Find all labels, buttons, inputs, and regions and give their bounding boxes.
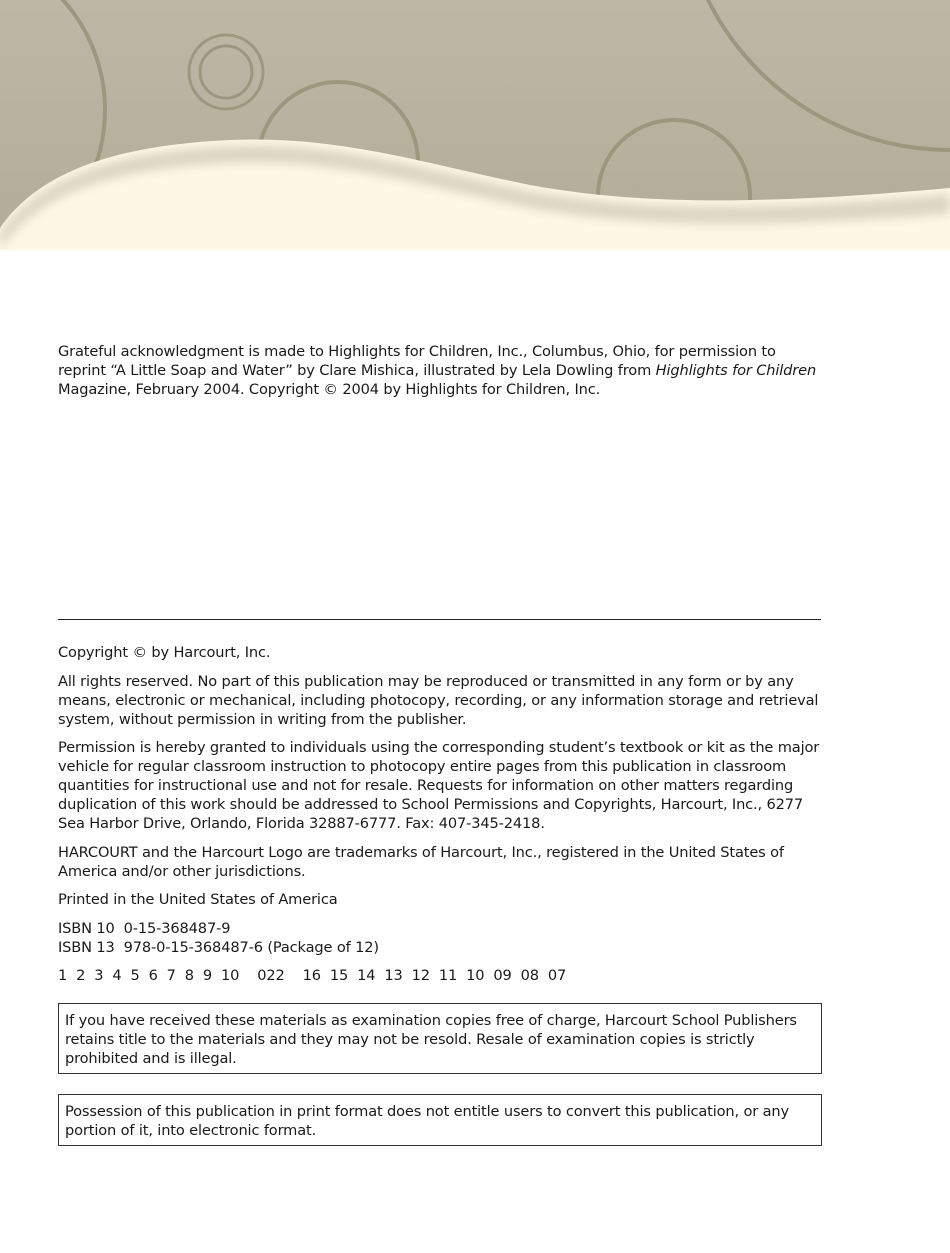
acknowledgment-text-end: Magazine, February 2004. Copyright © 2004 by Highlights for Children, Inc. <box>58 381 601 398</box>
acknowledgment-text: Grateful acknowledgment is made to Highlights for Children, Inc., Columbus, Ohio, for permission to reprint “A Little Soap and Water” by Clare Mishica, illustrated by Lela Dowling from <box>58 343 776 379</box>
printed-in-line: Printed in the United States of America <box>58 891 338 908</box>
electronic-format-notice: Possession of this publication in print format does not entitle users to convert this publication, or any portion of it, into electronic format. <box>58 1094 822 1146</box>
isbn-block <box>58 919 828 957</box>
decorative-header-graphic <box>0 0 950 250</box>
isbn-10: ISBN 10 0-15-368487-9 <box>58 919 231 937</box>
section-divider <box>58 619 821 620</box>
isbn-13: ISBN 13 978-0-15-368487-6 (Package of 12) <box>58 938 379 956</box>
permission-paragraph: Permission is hereby granted to individuals using the corresponding student’s textbook or kit as the major vehicle for regular classroom instruction to photocopy entire pages from this publication in classroom quantities for instructional use and not for resale. Requests for information on other matters regarding duplication of this work should be addressed to School Permissions and Copyrights, Harcourt, Inc., 6277 Sea Harbor Drive, Orlando, Florida 32887-6777. Fax: 407-345-2418. <box>58 739 820 832</box>
trademark-paragraph: HARCOURT and the Harcourt Logo are trademarks of Harcourt, Inc., registered in the United States of America and/or other jurisdictions. <box>58 843 784 880</box>
rights-paragraph: All rights reserved. No part of this publication may be reproduced or transmitted in any form or by any means, electronic or mechanical, including photocopy, recording, or any information storage and retrieval system, without permission in writing from the publisher. <box>58 672 819 728</box>
acknowledgment-paragraph <box>58 342 828 399</box>
copyright-block <box>58 643 828 995</box>
copyright-line: Copyright © by Harcourt, Inc. <box>58 644 271 661</box>
examination-copy-notice: If you have received these materials as examination copies free of charge, Harcourt School Publishers retains title to the materials and they may not be resold. Resale of examination copies is strictly prohibited and is illegal. <box>58 1003 822 1074</box>
print-run-line: 1 2 3 4 5 6 7 8 9 10 022 16 15 14 13 12 11 10 09 08 07 <box>58 967 567 984</box>
acknowledgment-magazine-title: Highlights for Children <box>655 362 817 379</box>
